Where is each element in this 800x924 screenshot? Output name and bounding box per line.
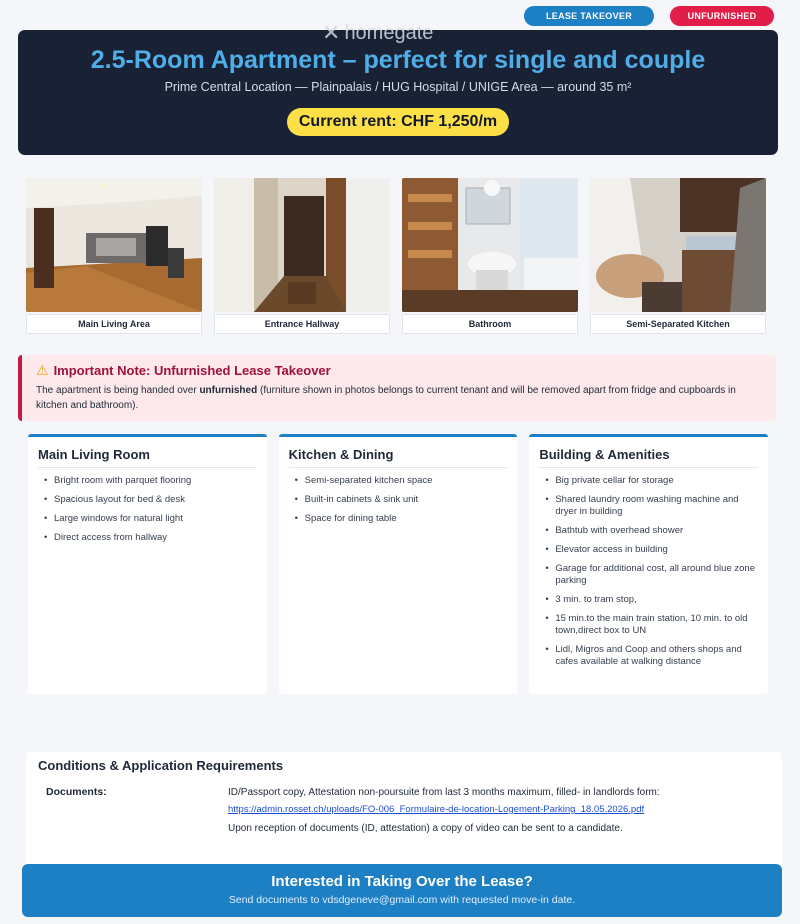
list-item: • Large windows for natural light bbox=[38, 513, 257, 525]
note-body-prefix: The apartment is being handed over bbox=[36, 385, 200, 396]
living-room-card bbox=[28, 434, 267, 694]
listing-title: 2.5-Room Apartment – perfect for single and couple bbox=[90, 46, 706, 74]
kitchen-caption: Semi-Separated Kitchen bbox=[590, 314, 766, 334]
note-body-bold: unfurnished bbox=[199, 385, 258, 396]
homegate-watermark bbox=[322, 20, 433, 46]
note-title bbox=[36, 362, 762, 379]
list-item: • 3 min. to tram stop, bbox=[539, 594, 758, 606]
note-body bbox=[36, 383, 762, 413]
contact-banner[interactable] bbox=[22, 864, 782, 917]
conditions-title: Conditions & Application Requirements bbox=[38, 758, 284, 773]
note-body-suffix: (furniture shown in photos belongs to current tenant and will be removed apart from fridge and cupboards in kitchen and bathroom). bbox=[36, 385, 736, 411]
conditions-section bbox=[26, 752, 782, 870]
list-item: • 15 min.to the main train station, 10 min. to old town,direct box to UN bbox=[539, 613, 758, 637]
building-card bbox=[529, 434, 768, 694]
kitchen-photo[interactable] bbox=[590, 178, 766, 312]
photo-card-hallway[interactable] bbox=[214, 178, 390, 334]
list-item: • Direct access from hallway bbox=[38, 532, 257, 544]
listing-header bbox=[18, 30, 778, 155]
card-title: Main Living Room bbox=[38, 447, 257, 468]
feature-list bbox=[38, 475, 257, 544]
unfurnished-badge: UNFURNISHED bbox=[670, 6, 774, 26]
feature-cards bbox=[28, 434, 768, 694]
landlord-form-link[interactable]: https://admin.rosset.ch/uploads/FO-006_Formulaire-de-location-Logement-Parking_18.05.2026.pdf bbox=[228, 804, 645, 815]
contact-subtitle: Send documents to vdsdgeneve@gmail.com with requested move-in date. bbox=[228, 894, 576, 906]
watermark-text: homegate bbox=[344, 21, 434, 44]
feature-list bbox=[289, 475, 508, 525]
lease-takeover-badge: LEASE TAKEOVER bbox=[524, 6, 654, 26]
photo-card-living[interactable] bbox=[26, 178, 202, 334]
list-item: • Bathtub with overhead shower bbox=[539, 525, 758, 537]
photo-card-kitchen[interactable] bbox=[590, 178, 766, 334]
bathroom-caption: Bathroom bbox=[402, 314, 578, 334]
list-item: • Elevator access in building bbox=[539, 544, 758, 556]
hallway-photo[interactable] bbox=[214, 178, 390, 312]
documents-followup: Upon reception of documents (ID, attestation) a copy of video can be sent to a candidate. bbox=[228, 823, 623, 834]
documents-row bbox=[38, 786, 770, 836]
list-item: • Built-in cabinets & sink unit bbox=[289, 494, 508, 506]
feature-list bbox=[539, 475, 758, 668]
card-title: Kitchen & Dining bbox=[289, 447, 508, 468]
list-item: • Lidl, Migros and Coop and others shops and cafes available at walking distance bbox=[539, 644, 758, 668]
homegate-logo-icon: ✕ bbox=[322, 20, 341, 45]
list-item: • Semi-separated kitchen space bbox=[289, 475, 508, 487]
documents-label: Documents: bbox=[46, 786, 107, 798]
living-room-caption: Main Living Area bbox=[26, 314, 202, 334]
unfurnished-note bbox=[18, 355, 776, 421]
contact-title: Interested in Taking Over the Lease? bbox=[271, 873, 533, 890]
list-item: • Garage for additional cost, all around blue zone parking bbox=[539, 563, 758, 587]
list-item: • Space for dining table bbox=[289, 513, 508, 525]
photo-gallery bbox=[26, 178, 766, 334]
list-item: • Spacious layout for bed & desk bbox=[38, 494, 257, 506]
photo-card-bathroom[interactable] bbox=[402, 178, 578, 334]
note-title-text: Important Note: Unfurnished Lease Takeover bbox=[53, 363, 331, 378]
list-item: • Big private cellar for storage bbox=[539, 475, 758, 487]
list-item: • Shared laundry room washing machine and dryer in building bbox=[539, 494, 758, 518]
listing-subtitle: Prime Central Location — Plainpalais / HUG Hospital / UNIGE Area — around 35 m² bbox=[164, 80, 632, 94]
hallway-caption: Entrance Hallway bbox=[214, 314, 390, 334]
warning-icon: ⚠ bbox=[36, 362, 49, 378]
list-item: • Bright room with parquet flooring bbox=[38, 475, 257, 487]
rent-pill: Current rent: CHF 1,250/m bbox=[287, 108, 509, 136]
documents-requirements: ID/Passport copy, Attestation non-poursuite from last 3 months maximum, filled- in landlords form: bbox=[228, 787, 660, 798]
status-badges bbox=[524, 6, 774, 26]
living-room-photo[interactable] bbox=[26, 178, 202, 312]
kitchen-card bbox=[279, 434, 518, 694]
bathroom-photo[interactable] bbox=[402, 178, 578, 312]
documents-content bbox=[228, 786, 770, 836]
card-title: Building & Amenities bbox=[539, 447, 758, 468]
